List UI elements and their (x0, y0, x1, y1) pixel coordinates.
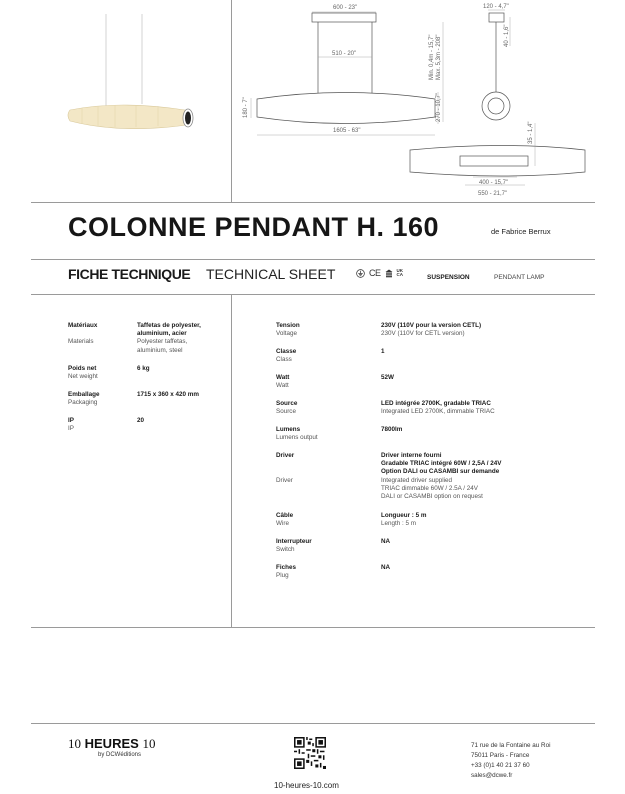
spec-value-voltage: 230V (110V pour la version CETL) 230V (110V for CETL version) (381, 322, 482, 338)
dim-bar-height: 35 - 1,4" (528, 121, 534, 144)
spec-label-ip: IP IP (68, 417, 74, 433)
address-block (471, 741, 550, 781)
spec-value-wire: Longueur : 5 m Length : 5 m (381, 512, 427, 528)
product-image (0, 0, 230, 200)
dim-cable-spacing: 510 - 20" (332, 51, 357, 57)
email-link[interactable]: sales@dcwe.fr (471, 772, 513, 779)
technical-sheet-label: TECHNICAL SHEET (206, 266, 336, 282)
dim-end-diameter: 180 - 7" (243, 97, 249, 118)
spec-value-plug: NA (381, 564, 391, 571)
ce-mark-icon: CE (369, 268, 381, 278)
dim-canopy-width: 600 - 23" (333, 5, 358, 11)
rule-under-drawings (31, 202, 595, 203)
spec-value-lumens: 7800lm (381, 426, 403, 433)
spec-label-plug: Fiches Plug (276, 564, 296, 580)
dim-side-canopy-height: 40 - 1,6" (504, 24, 510, 47)
category-en: PENDANT LAMP (494, 274, 545, 281)
rule-above-sheet-header (31, 259, 595, 260)
rule-above-footer (31, 723, 595, 724)
phone-number[interactable]: +33 (0)1 40 21 37 60 (471, 762, 530, 769)
rule-under-specs (31, 627, 595, 628)
dim-bar-length: 550 - 21,7" (478, 191, 508, 197)
technical-drawing (232, 0, 625, 200)
designer-credit: de Fabrice Berrux (491, 227, 551, 236)
spec-value-materials: Taffetas de polyester, aluminium, acier Polyester taffetas, aluminium, steel (137, 322, 201, 354)
spec-label-switch: Interrupteur Switch (276, 538, 312, 554)
fiche-technique-label: FICHE TECHNIQUE (68, 266, 191, 282)
website-link[interactable]: 10-heures-10.com (274, 781, 339, 790)
spec-label-watt: Watt Watt (276, 374, 290, 390)
address-city: 75011 Paris - France (471, 752, 530, 759)
spec-value-source: LED intégrée 2700K, gradable TRIAC Integrated LED 2700K, dimmable TRIAC (381, 400, 495, 416)
spec-value-switch: NA (381, 538, 391, 545)
dim-inner-spacing: 400 - 15,7" (479, 180, 509, 186)
brand-logo: 10 HEURES 10 (68, 736, 156, 751)
spec-value-packaging: 1715 x 360 x 420 mm (137, 391, 199, 398)
spec-label-source: Source Source (276, 400, 298, 416)
spec-value-class: 1 (381, 348, 385, 355)
spec-label-net-weight: Poids net Net weight (68, 365, 98, 381)
earth-ground-icon (356, 269, 365, 278)
spec-value-driver: Driver interne fourni Gradable TRIAC intégré 60W / 2,5A / 24V Option DALI ou CASAMBI sur demande Integrated driver supplied TRIAC dimmable 60W / 2.5A / 24V DALI or CASAMBI option on request (381, 452, 502, 501)
dim-center-diameter: 270 - 10,7" (436, 92, 442, 122)
spec-value-watt: 52W (381, 374, 394, 381)
dim-height-max: Max. 5,3m - 208" (436, 34, 442, 80)
dim-length: 1605 - 63" (333, 128, 361, 134)
spec-value-net-weight: 6 kg (137, 365, 150, 372)
address-street: 71 rue de la Fontaine au Roi (471, 742, 551, 749)
certification-icons (356, 268, 405, 278)
dim-height-min: Min. 0,4m - 15,7" (429, 34, 435, 80)
ukca-mark-icon: UK CA (396, 267, 404, 277)
spec-label-packaging: Emballage Packaging (68, 391, 100, 407)
spec-label-lumens: Lumens Lumens output (276, 426, 318, 442)
brand-byline: by DCWéditions (98, 752, 142, 758)
spec-label-wire: Câble Wire (276, 512, 294, 528)
dim-side-canopy-width: 120 - 4,7" (483, 4, 509, 10)
specs-column-divider (231, 294, 232, 627)
product-title: COLONNE PENDANT H. 160 (68, 212, 440, 242)
spec-label-materials: Matériaux Materials (68, 322, 98, 346)
category-fr: SUSPENSION (427, 274, 470, 281)
spec-value-ip: 20 (137, 417, 145, 424)
rule-below-sheet-header (31, 294, 595, 295)
spec-label-driver: Driver Driver (276, 452, 295, 484)
etl-icon (385, 269, 393, 278)
spec-label-voltage: Tension Voltage (276, 322, 300, 338)
qr-code[interactable] (294, 737, 326, 769)
spec-label-class: Classe Class (276, 348, 297, 364)
